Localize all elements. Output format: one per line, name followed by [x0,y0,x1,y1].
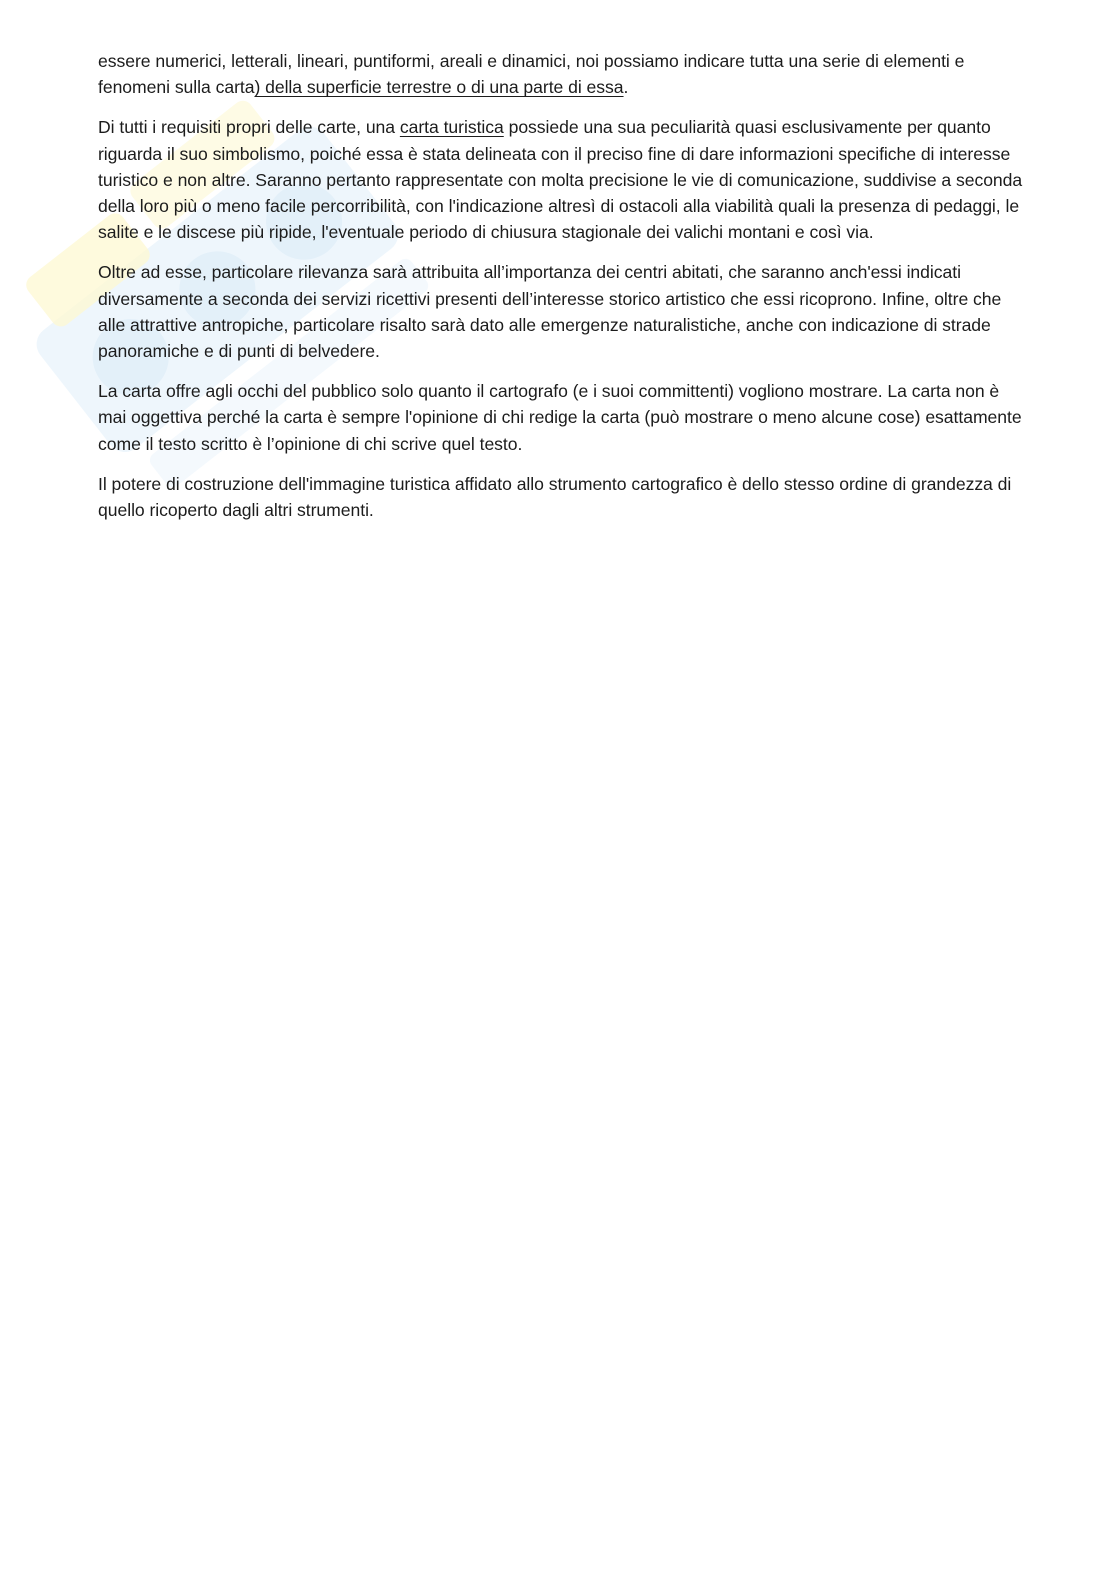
paragraph [98,48,1028,100]
document-body [98,48,1028,537]
text-segment: Il potere di costruzione dell'immagine turistica affidato allo strumento cartografico è dello stesso ordine di grandezza di quello ricoperto dagli altri strumenti. [98,473,1017,521]
paragraph [98,378,1028,457]
paragraph [98,259,1028,364]
text-segment: La carta offre agli occhi del pubblico solo quanto il cartografo (e i suoi committenti) vogliono mostrare. La carta non è mai oggettiva perché la carta è sempre l'opinione di chi redige la carta (può mostrare o meno alcune cose) esattamente come il testo scritto è l’opinione di chi scrive quel testo. [98,381,1027,454]
underlined-text-segment: ) della superficie terrestre o di una parte di essa [254,77,624,98]
text-segment: possiede una sua peculiarità quasi esclusivamente per quanto riguarda il suo simbolismo, poiché essa è stata delineata con il preciso fine di dare informazioni specifiche di interesse turistico e non altre. Saranno pertanto rappresentate con molta precisione le vie di comunicazione, suddivise a seconda della loro più o meno facile percorribilità, con l'indicazione altresì di ostacoli alla viabilità quali la presenza di pedaggi, le salite e le discese più ripide, l'eventuale periodo di chiusura stagionale dei valichi montani e così via. [98,117,1027,243]
text-segment: essere numerici, letterali, lineari, puntiformi, areali e dinamici, noi possiamo indicare tutta una serie di elementi e fenomeni sulla carta [98,51,970,98]
paragraph [98,114,1028,245]
paragraph [98,471,1028,523]
text-segment: . [623,77,629,98]
underlined-text-segment: carta turistica [399,117,504,138]
text-segment: Oltre ad esse, particolare rilevanza sarà attribuita all’importanza dei centri abitati, che saranno anch'essi indicati diversamente a seconda dei servizi ricettivi presenti dell’interesse storico artistico che essi ricoprono. Infine, oltre che alle attrattive antropiche, particolare risalto sarà dato alle emergenze naturalistiche, anche con indicazione di strade panoramiche e di punti di belvedere. [98,262,1007,362]
text-segment: Di tutti i requisiti propri delle carte, una [98,117,400,138]
